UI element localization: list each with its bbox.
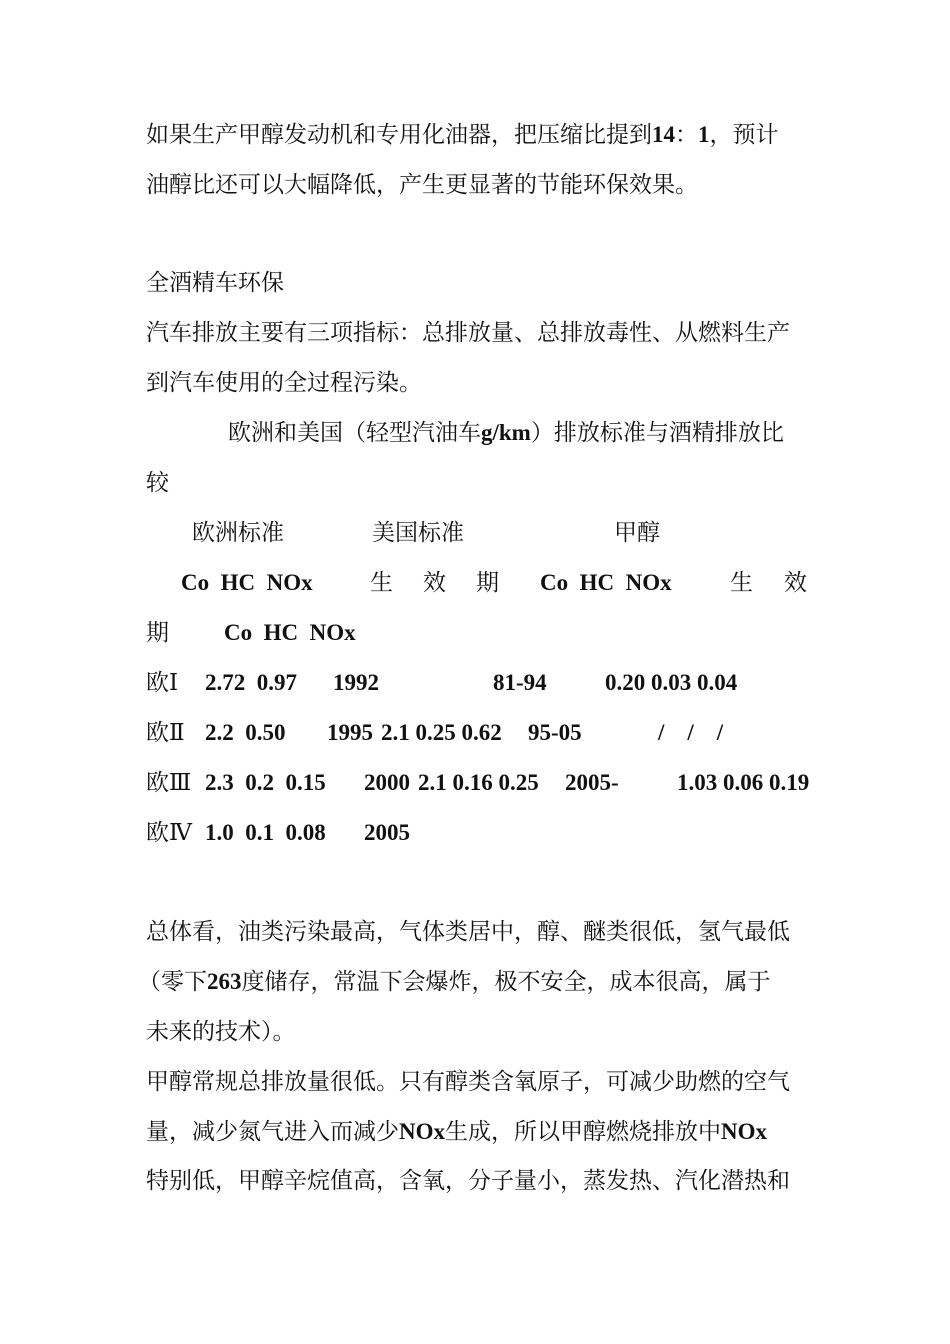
text-run: 如果生产甲醇发动机和专用化油器，把压缩比提到	[146, 122, 652, 148]
effective-char: 效	[423, 570, 446, 596]
text-run: 量，减少氮气进入而减少	[146, 1119, 399, 1145]
paragraph-1-line-2: 油醇比还可以大幅降低，产生更显著的节能环保效果。	[146, 172, 698, 198]
paragraph-1-line-1	[146, 120, 779, 150]
year: 1995	[327, 720, 373, 745]
us-standard-header: 美国标准	[372, 520, 464, 546]
euro-values: 2.2 0.50	[205, 720, 286, 745]
conclusion-line-2	[138, 967, 771, 997]
paragraph-2-line-1: 汽车排放主要有三项指标：总排放量、总排放毒性、从燃料生产	[146, 320, 790, 346]
year: 2005	[364, 820, 410, 845]
nox-text: NOx	[721, 1119, 767, 1144]
row-label: 欧Ⅰ	[146, 670, 179, 696]
nox-text: NOx	[399, 1119, 445, 1144]
conclusion-line-3: 未来的技术）。	[146, 1019, 296, 1045]
methanol-values: 0.20 0.03 0.04	[605, 670, 738, 695]
euro-values: 2.72 0.97	[205, 670, 297, 695]
compression-ratio-number: 14	[652, 122, 675, 147]
unit-text: g/km	[481, 420, 531, 445]
table-column-header-row-2	[146, 618, 356, 648]
effective-char: 效	[784, 570, 807, 596]
effective-char: 期	[146, 620, 169, 646]
text-run: ，预计	[709, 122, 779, 148]
table-row	[146, 818, 410, 848]
temperature-number: 263	[207, 969, 242, 994]
text-run: ）排放标准与酒精排放比	[530, 420, 784, 446]
effective-char: 生	[370, 570, 393, 596]
text-run: （零下	[138, 969, 207, 995]
row-label: 欧Ⅱ	[146, 720, 185, 746]
us-values: 2.1 0.16 0.25	[418, 770, 539, 795]
conclusion-line-5	[146, 1117, 767, 1147]
conclusion-line-6: 特别低，甲醇辛烷值高，含氧，分子量小，蒸发热、汽化潜热和	[146, 1168, 790, 1194]
table-title-line-2: 较	[146, 470, 169, 496]
text-run: 生成，所以甲醇燃烧排放中	[445, 1119, 721, 1145]
us-period: 2005-	[565, 770, 619, 795]
us-period: 81-94	[493, 670, 547, 695]
euro-columns-header: Co HC NOx	[181, 570, 313, 595]
methanol-columns-header: Co HC NOx	[224, 620, 356, 645]
table-title-line-1	[228, 418, 784, 448]
row-label: 欧Ⅲ	[146, 770, 192, 796]
us-columns-header: Co HC NOx	[540, 570, 672, 595]
row-label: 欧Ⅳ	[146, 820, 192, 846]
year: 1992	[333, 670, 379, 695]
us-values: 2.1 0.25 0.62	[381, 720, 502, 745]
table-column-header-row	[146, 568, 807, 598]
euro-standard-header: 欧洲标准	[192, 520, 284, 546]
conclusion-line-1: 总体看，油类污染最高，气体类居中，醇、醚类很低，氢气最低	[146, 919, 790, 945]
compression-ratio-number: 1	[698, 122, 710, 147]
effective-char: 生	[730, 570, 753, 596]
methanol-header: 甲醇	[614, 520, 660, 546]
text-run: 欧洲和美国（轻型汽油车	[228, 420, 481, 446]
table-row	[146, 668, 738, 698]
paragraph-2-line-2: 到汽车使用的全过程污染。	[146, 370, 422, 396]
section-heading: 全酒精车环保	[146, 270, 284, 296]
methanol-values: 1.03 0.06 0.19	[677, 770, 810, 795]
table-group-header-row	[146, 518, 660, 548]
euro-values: 2.3 0.2 0.15	[205, 770, 326, 795]
effective-char: 期	[476, 570, 499, 596]
table-row	[146, 718, 724, 748]
us-period: 95-05	[528, 720, 582, 745]
methanol-values: / / /	[658, 720, 724, 745]
conclusion-line-4: 甲醇常规总排放量很低。只有醇类含氧原子，可减少助燃的空气	[146, 1069, 790, 1095]
table-row	[146, 768, 810, 798]
text-run: 度储存，常温下会爆炸，极不安全，成本很高，属于	[241, 969, 771, 995]
euro-values: 1.0 0.1 0.08	[205, 820, 326, 845]
year: 2000	[364, 770, 410, 795]
text-run: ：	[675, 122, 698, 148]
